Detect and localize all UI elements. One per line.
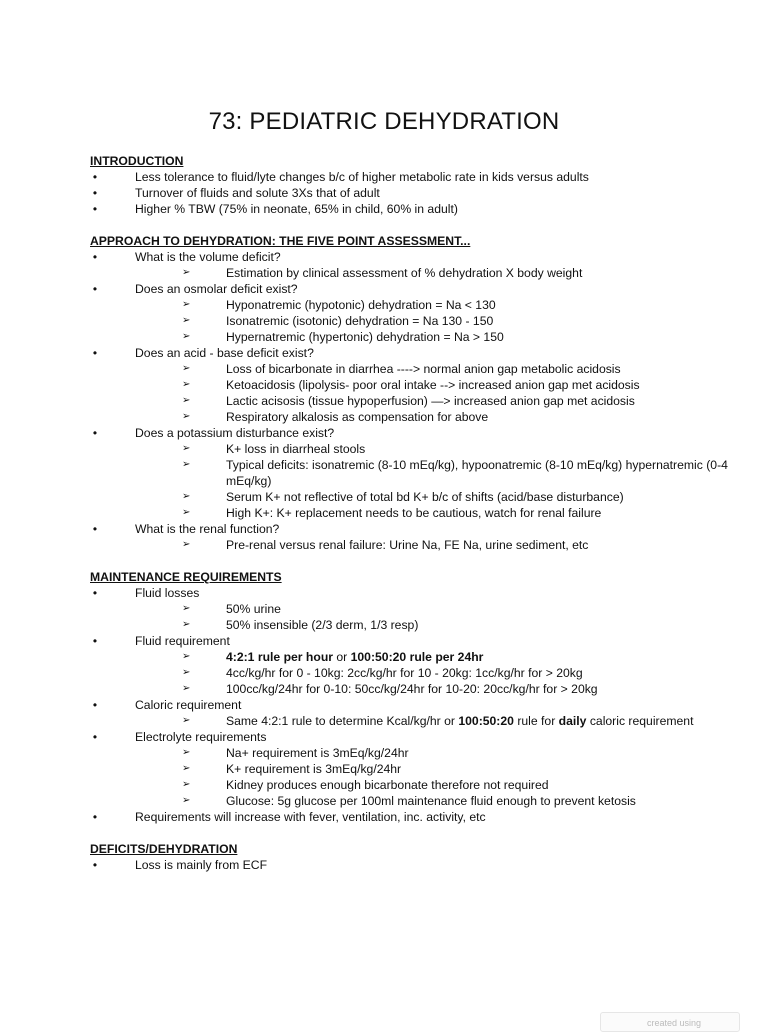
item-text: Hyponatremic (hypotonic) dehydration = Na < 130 <box>226 298 496 312</box>
bullet-item <box>90 169 740 185</box>
bullet-item <box>90 345 740 361</box>
bullet-icon: • <box>92 282 98 296</box>
sub-bullet-item <box>90 393 740 409</box>
sub-bullet-item <box>90 329 740 345</box>
sub-bullet-item <box>90 377 740 393</box>
section-heading: MAINTENANCE REQUIREMENTS <box>90 570 282 584</box>
item-text <box>226 649 740 665</box>
bullet-icon: • <box>92 250 98 264</box>
arrow-bullet-icon: ➢ <box>182 411 191 422</box>
sub-bullet-item <box>90 761 740 777</box>
arrow-bullet-icon: ➢ <box>182 379 191 390</box>
arrow-bullet-icon: ➢ <box>182 491 191 502</box>
arrow-bullet-icon: ➢ <box>182 651 191 662</box>
item-text: Lactic acisosis (tissue hypoperfusion) —> increased anion gap met acidosis <box>226 394 635 408</box>
item-text: Loss of bicarbonate in diarrhea ----> normal anion gap metabolic acidosis <box>226 362 621 376</box>
bullet-icon: • <box>92 634 98 648</box>
sub-bullet-item <box>90 409 740 425</box>
arrow-bullet-icon: ➢ <box>182 763 191 774</box>
bullet-icon: • <box>92 522 98 536</box>
bullet-icon: • <box>92 202 98 216</box>
arrow-bullet-icon: ➢ <box>182 779 191 790</box>
sub-bullet-item <box>90 745 740 761</box>
arrow-bullet-icon: ➢ <box>182 683 191 694</box>
arrow-bullet-icon: ➢ <box>182 667 191 678</box>
bullet-item <box>90 729 740 745</box>
bullet-icon: • <box>92 426 98 440</box>
item-text: 50% insensible (2/3 derm, 1/3 resp) <box>226 618 419 632</box>
arrow-bullet-icon: ➢ <box>182 619 191 630</box>
bullet-icon: • <box>92 810 98 824</box>
bullet-item <box>90 201 740 217</box>
bullet-item <box>90 857 740 873</box>
page-title: 73: PEDIATRIC DEHYDRATION <box>208 108 560 135</box>
sub-bullet-item <box>90 505 740 521</box>
sub-bullet-item <box>90 361 740 377</box>
bullet-item <box>90 521 740 537</box>
bold-text: 100:50:20 rule per 24hr <box>350 650 484 664</box>
item-text: What is the renal function? <box>135 522 280 536</box>
sub-bullet-item <box>90 681 740 697</box>
item-text: 100cc/kg/24hr for 0-10: 50cc/kg/24hr for 10-20: 20cc/kg/hr for > 20kg <box>226 682 598 696</box>
item-text: Loss is mainly from ECF <box>135 858 268 872</box>
bullet-item <box>90 425 740 441</box>
sub-bullet-item <box>90 777 740 793</box>
arrow-bullet-icon: ➢ <box>182 539 191 550</box>
text-run: or <box>333 650 351 664</box>
item-text: 4cc/kg/hr for 0 - 10kg: 2cc/kg/hr for 10 - 20kg: 1cc/kg/hr for > 20kg <box>226 666 583 680</box>
sub-bullet-item <box>90 601 740 617</box>
item-text: 50% urine <box>226 602 281 616</box>
item-text: Does a potassium disturbance exist? <box>135 426 335 440</box>
arrow-bullet-icon: ➢ <box>182 315 191 326</box>
item-text: Serum K+ not reflective of total bd K+ b/c of shifts (acid/base disturbance) <box>226 490 624 504</box>
bold-text: 100:50:20 <box>458 714 514 728</box>
section-heading: DEFICITS/DEHYDRATION <box>90 842 238 856</box>
arrow-bullet-icon: ➢ <box>182 331 191 342</box>
item-text: Estimation by clinical assessment of % dehydration X body weight <box>226 266 583 280</box>
sub-bullet-item <box>90 297 740 313</box>
bullet-item <box>90 585 740 601</box>
item-text: High K+: K+ replacement needs to be cautious, watch for renal failure <box>226 506 602 520</box>
arrow-bullet-icon: ➢ <box>182 795 191 806</box>
bullet-icon: • <box>92 586 98 600</box>
arrow-bullet-icon: ➢ <box>182 747 191 758</box>
arrow-bullet-icon: ➢ <box>182 363 191 374</box>
sub-bullet-item <box>90 649 740 665</box>
sub-bullet-item <box>90 441 740 457</box>
section-heading: APPROACH TO DEHYDRATION: THE FIVE POINT ASSESSMENT... <box>90 234 471 248</box>
bullet-item <box>90 249 740 265</box>
bullet-icon: • <box>92 170 98 184</box>
item-text: Turnover of fluids and solute 3Xs that of adult <box>135 186 380 200</box>
item-text: Typical deficits: isonatremic (8-10 mEq/kg), hypoonatremic (8-10 mEq/kg) hypernatremic (0-4 mEq/kg) <box>226 458 728 488</box>
item-text: Respiratory alkalosis as compensation for above <box>226 410 489 424</box>
item-text: Caloric requirement <box>135 698 242 712</box>
item-text: Fluid losses <box>135 586 200 600</box>
item-text: Glucose: 5g glucose per 100ml maintenance fluid enough to prevent ketosis <box>226 794 636 808</box>
bullet-icon: • <box>92 858 98 872</box>
item-text: Kidney produces enough bicarbonate therefore not required <box>226 778 549 792</box>
document-body <box>90 153 740 889</box>
bold-text: daily <box>558 714 587 728</box>
item-text: Ketoacidosis (lipolysis- poor oral intake --> increased anion gap met acidosis <box>226 378 640 392</box>
bullet-item <box>90 633 740 649</box>
sub-bullet-item <box>90 793 740 809</box>
bullet-item <box>90 809 740 825</box>
item-text <box>226 713 740 729</box>
item-text: Does an acid - base deficit exist? <box>135 346 314 360</box>
watermark-badge: created using <box>600 1012 740 1032</box>
bullet-item <box>90 185 740 201</box>
item-text: Hypernatremic (hypertonic) dehydration = Na > 150 <box>226 330 504 344</box>
item-text: What is the volume deficit? <box>135 250 281 264</box>
text-run: Same 4:2:1 rule to determine Kcal/kg/hr or <box>226 714 459 728</box>
arrow-bullet-icon: ➢ <box>182 443 191 454</box>
item-text: Na+ requirement is 3mEq/kg/24hr <box>226 746 409 760</box>
section <box>90 153 740 217</box>
bullet-icon: • <box>92 730 98 744</box>
sub-bullet-item <box>90 537 740 553</box>
item-text: Does an osmolar deficit exist? <box>135 282 298 296</box>
item-text: K+ loss in diarrheal stools <box>226 442 366 456</box>
arrow-bullet-icon: ➢ <box>182 459 191 470</box>
sub-bullet-item <box>90 457 740 489</box>
arrow-bullet-icon: ➢ <box>182 715 191 726</box>
section-heading: INTRODUCTION <box>90 154 184 168</box>
sub-bullet-item <box>90 265 740 281</box>
item-text: Requirements will increase with fever, ventilation, inc. activity, etc <box>135 810 486 824</box>
section <box>90 569 740 825</box>
sub-bullet-item <box>90 313 740 329</box>
bullet-item <box>90 281 740 297</box>
bullet-icon: • <box>92 186 98 200</box>
sub-bullet-item <box>90 665 740 681</box>
section <box>90 233 740 553</box>
section <box>90 841 740 873</box>
sub-bullet-item <box>90 617 740 633</box>
arrow-bullet-icon: ➢ <box>182 299 191 310</box>
item-text: Pre-renal versus renal failure: Urine Na, FE Na, urine sediment, etc <box>226 538 589 552</box>
bullet-item <box>90 697 740 713</box>
item-text: K+ requirement is 3mEq/kg/24hr <box>226 762 402 776</box>
sub-bullet-item <box>90 713 740 729</box>
arrow-bullet-icon: ➢ <box>182 395 191 406</box>
bullet-icon: • <box>92 698 98 712</box>
text-run: caloric requirement <box>586 714 694 728</box>
arrow-bullet-icon: ➢ <box>182 603 191 614</box>
item-text: Electrolyte requirements <box>135 730 267 744</box>
text-run: rule for <box>513 714 559 728</box>
sub-bullet-item <box>90 489 740 505</box>
bold-text: 4:2:1 rule per hour <box>226 650 334 664</box>
item-text: Fluid requirement <box>135 634 230 648</box>
item-text: Higher % TBW (75% in neonate, 65% in child, 60% in adult) <box>135 202 458 216</box>
arrow-bullet-icon: ➢ <box>182 267 191 278</box>
item-text: Isonatremic (isotonic) dehydration = Na 130 - 150 <box>226 314 494 328</box>
item-text: Less tolerance to fluid/lyte changes b/c of higher metabolic rate in kids versus adults <box>135 170 589 184</box>
arrow-bullet-icon: ➢ <box>182 507 191 518</box>
bullet-icon: • <box>92 346 98 360</box>
